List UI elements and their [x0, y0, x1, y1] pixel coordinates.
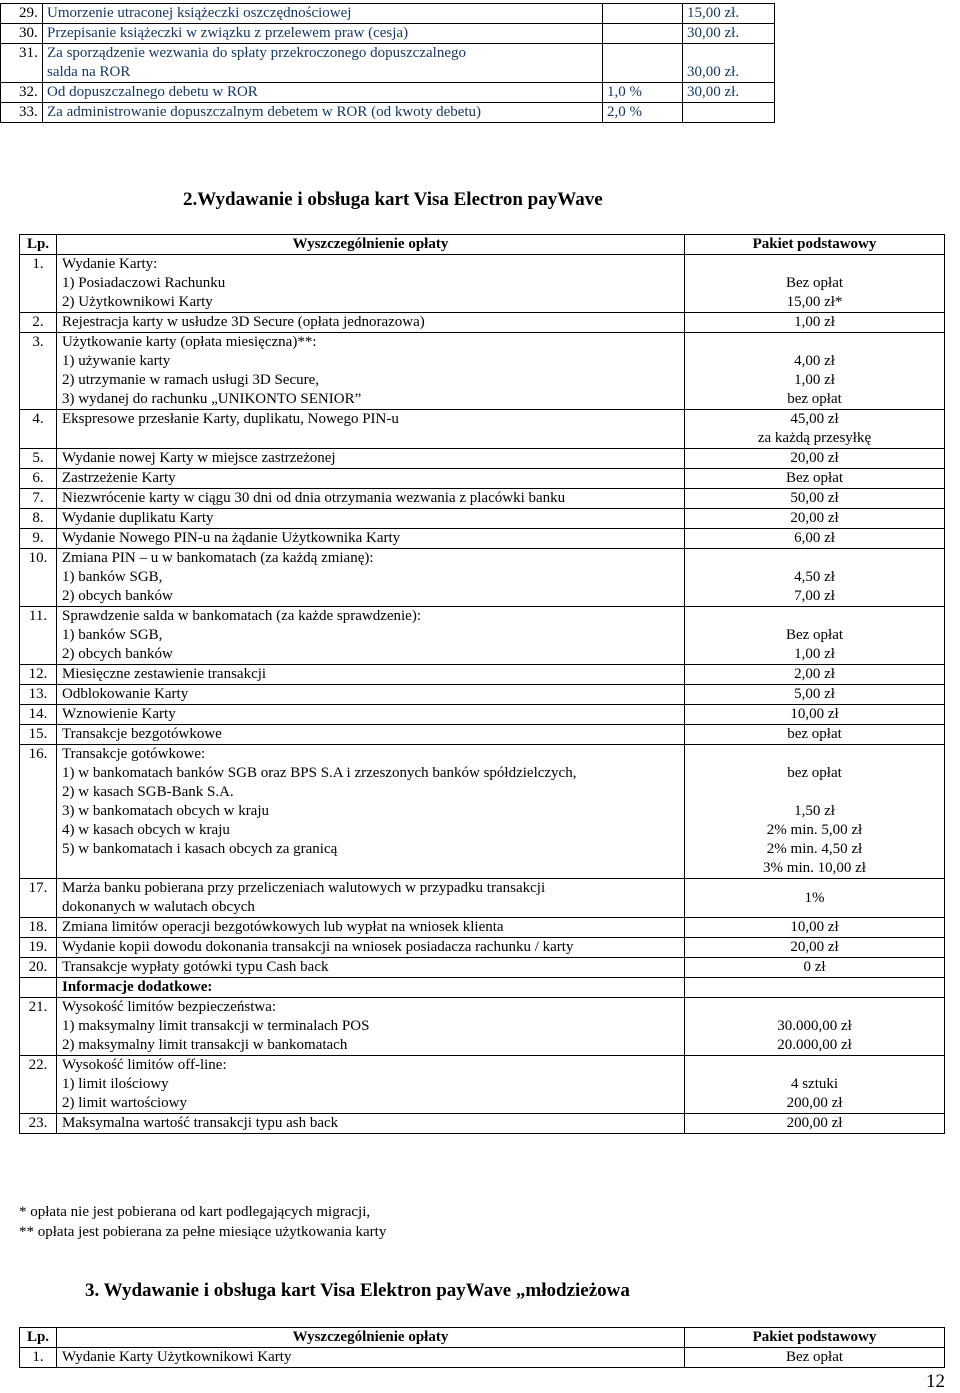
- table-row: [20, 1348, 945, 1368]
- row-value-line: 200,00 zł: [786, 1115, 843, 1131]
- row-value: [685, 745, 945, 879]
- row-value-line: 20,00 zł: [790, 510, 839, 526]
- row-description-line: Wznowienie Karty: [62, 706, 176, 722]
- row-value-line: 1,00 zł: [794, 372, 835, 388]
- row-description: [43, 83, 603, 103]
- row-value-line: 20,00 zł: [790, 450, 839, 466]
- row-description-line: 1) banków SGB,: [62, 569, 163, 585]
- row-value: Bez opłat: [685, 1348, 945, 1368]
- row-description-line: Umorzenie utraconej książeczki oszczędnościowej: [47, 5, 352, 21]
- row-value: [685, 958, 945, 978]
- table-row: [1, 44, 775, 83]
- row-description-line: Informacje dodatkowe:: [62, 979, 213, 995]
- table-row: [20, 410, 945, 449]
- table-row: [20, 509, 945, 529]
- table-row: [20, 607, 945, 665]
- row-description-line: Odblokowanie Karty: [62, 686, 189, 702]
- row-value-line: 4 sztuki: [790, 1076, 839, 1092]
- row-number: 7.: [20, 489, 57, 509]
- row-description: [57, 509, 685, 529]
- row-value: [685, 1056, 945, 1114]
- row-value: [685, 978, 945, 998]
- row-description-line: 2) obcych banków: [62, 588, 173, 604]
- row-value-line: 2% min. 4,50 zł: [766, 841, 863, 857]
- row-value: [685, 1114, 945, 1134]
- row-value: [685, 469, 945, 489]
- table-row: [20, 918, 945, 938]
- table-row: [20, 705, 945, 725]
- row-description-line: Transakcje gotówkowe:: [62, 746, 206, 762]
- row-value-line: 2,00 zł: [794, 666, 835, 682]
- row-description: [57, 607, 685, 665]
- row-description: [57, 489, 685, 509]
- row-description: [57, 549, 685, 607]
- row-number: 4.: [20, 410, 57, 449]
- header-lp: Lp.: [20, 1328, 57, 1348]
- row-value-line: 10,00 zł: [790, 919, 839, 935]
- table-row: [20, 665, 945, 685]
- row-description-line: 1) Posiadaczowi Rachunku: [62, 275, 226, 291]
- row-value-line: 5,00 zł: [794, 686, 835, 702]
- row-number: 30.: [1, 24, 43, 44]
- table-row: [20, 958, 945, 978]
- row-number: 23.: [20, 1114, 57, 1134]
- row-value: [685, 489, 945, 509]
- table-row: [20, 489, 945, 509]
- row-number: 29.: [1, 4, 43, 24]
- row-description: [43, 24, 603, 44]
- row-value: [685, 918, 945, 938]
- row-value-line: bez opłat: [787, 391, 842, 407]
- row-number: 33.: [1, 103, 43, 123]
- row-value: [685, 529, 945, 549]
- row-number: 12.: [20, 665, 57, 685]
- row-description: [57, 685, 685, 705]
- row-amount: 15,00 zł.: [683, 4, 775, 24]
- table-header: [20, 235, 945, 255]
- row-value-line: Bez opłat: [785, 627, 844, 643]
- table-row: [1, 4, 775, 24]
- row-value-line: [685, 783, 944, 802]
- row-description-line: Wydanie Karty:: [62, 256, 158, 272]
- row-description: [57, 745, 685, 879]
- row-description-line: Przepisanie książeczki w związku z przelewem praw (cesja): [47, 25, 409, 41]
- row-value: [685, 449, 945, 469]
- row-rate: 2,0 %: [603, 103, 683, 123]
- row-value-line: 2% min. 5,00 zł: [766, 822, 863, 838]
- youth-card-fee-table: [19, 1327, 945, 1368]
- row-description: [43, 4, 603, 24]
- row-description: [57, 449, 685, 469]
- row-value-line: 6,00 zł: [794, 530, 835, 546]
- row-description: [57, 725, 685, 745]
- row-description-line: Zastrzeżenie Karty: [62, 470, 176, 486]
- row-description-line: Wydanie kopii dowodu dokonania transakcji na wniosek posiadacza rachunku / karty: [62, 939, 574, 955]
- table-row: [20, 998, 945, 1056]
- row-value: [685, 685, 945, 705]
- row-value-line: 1,00 zł: [794, 314, 835, 330]
- row-description: [57, 978, 685, 998]
- row-value-line: 7,00 zł: [794, 588, 835, 604]
- row-description-line: 2) limit wartościowy: [62, 1095, 187, 1111]
- row-value-line: [685, 607, 944, 626]
- row-number: 1.: [20, 255, 57, 313]
- row-value-line: 4,00 zł: [794, 353, 835, 369]
- table-row: [20, 313, 945, 333]
- row-description-line: Wydanie Nowego PIN-u na żądanie Użytkownika Karty: [62, 530, 401, 546]
- row-number: 20.: [20, 958, 57, 978]
- row-number: 1.: [20, 1348, 57, 1368]
- row-number: 15.: [20, 725, 57, 745]
- table-row: [20, 685, 945, 705]
- table-row: [20, 469, 945, 489]
- table-row: [20, 938, 945, 958]
- row-description-line: 5) w bankomatach i kasach obcych za granicą: [62, 841, 338, 857]
- row-rate: [603, 44, 683, 83]
- row-amount: 30,00 zł.: [683, 83, 775, 103]
- row-value: [685, 607, 945, 665]
- row-description-line: Rejestracja karty w usłudze 3D Secure (opłata jednorazowa): [62, 314, 425, 330]
- row-description-line: 1) banków SGB,: [62, 627, 163, 643]
- footnote-2: ** opłata jest pobierana za pełne miesiące użytkowania karty: [19, 1224, 387, 1240]
- row-number: 6.: [20, 469, 57, 489]
- row-description: [57, 665, 685, 685]
- table-row: [20, 1114, 945, 1134]
- table-row: [20, 449, 945, 469]
- table-row: [20, 333, 945, 410]
- row-number: 22.: [20, 1056, 57, 1114]
- row-number: 13.: [20, 685, 57, 705]
- row-description: [57, 938, 685, 958]
- row-number: 17.: [20, 879, 57, 918]
- row-description: [57, 958, 685, 978]
- row-value: [685, 665, 945, 685]
- row-value: [685, 725, 945, 745]
- row-description-line: 3) w bankomatach obcych w kraju: [62, 803, 270, 819]
- row-description: [43, 103, 603, 123]
- row-description-line: Za sporządzenie wezwania do spłaty przekroczonego dopuszczalnego: [47, 45, 466, 61]
- row-description-line: Zmiana PIN – u w bankomatach (za każdą zmianę):: [62, 550, 374, 566]
- footnote-1: * opłata nie jest pobierana od kart podlegających migracji,: [19, 1204, 371, 1220]
- row-value-line: [685, 745, 944, 764]
- row-description-line: Niezwrócenie karty w ciągu 30 dni od dnia otrzymania wezwania z placówki banku: [62, 490, 566, 506]
- row-value-line: bez opłat: [787, 765, 842, 781]
- row-description-line: 2) utrzymanie w ramach usługi 3D Secure,: [62, 372, 319, 388]
- row-description-line: [62, 429, 680, 448]
- table-row: [20, 978, 945, 998]
- row-description-line: 2) obcych banków: [62, 646, 173, 662]
- row-description-line: 1) w bankomatach banków SGB oraz BPS S.A i zrzeszonych banków spółdzielczych,: [62, 765, 577, 781]
- row-number: 14.: [20, 705, 57, 725]
- row-value-line: 3% min. 10,00 zł: [763, 860, 866, 876]
- row-description: [57, 1056, 685, 1114]
- row-value-line: 30.000,00 zł: [777, 1018, 852, 1034]
- table-header: [20, 1328, 945, 1348]
- header-pkg: Pakiet podstawowy: [685, 235, 945, 255]
- row-number: 11.: [20, 607, 57, 665]
- row-number: 21.: [20, 998, 57, 1056]
- row-description: [57, 410, 685, 449]
- row-number: 5.: [20, 449, 57, 469]
- card-fee-table: [19, 234, 945, 1134]
- row-description-line: dokonanych w walutach obcych: [62, 899, 255, 915]
- row-description-line: Marża banku pobierana przy przeliczeniach walutowych w przypadku transakcji: [62, 880, 546, 896]
- header-desc: Wyszczególnienie opłaty: [57, 1328, 685, 1348]
- row-description: [57, 255, 685, 313]
- section-2-title: 2.Wydawanie i obsługa kart Visa Electron payWave: [183, 189, 603, 210]
- row-description-line: 2) Użytkownikowi Karty: [62, 294, 213, 310]
- row-description: [57, 705, 685, 725]
- row-value-line: za każdą przesyłkę: [757, 430, 872, 446]
- row-number: 18.: [20, 918, 57, 938]
- row-description-line: 4) w kasach obcych w kraju: [62, 822, 230, 838]
- row-value-line: [685, 998, 944, 1017]
- row-value-line: 1,50 zł: [794, 803, 835, 819]
- row-value-line: 1%: [804, 889, 825, 906]
- row-rate: [603, 24, 683, 44]
- row-description: [57, 529, 685, 549]
- row-value-line: 10,00 zł: [790, 706, 839, 722]
- row-value: [685, 938, 945, 958]
- row-amount: 30,00 zł.: [683, 44, 775, 83]
- table-row: [20, 1056, 945, 1114]
- row-value-line: [685, 549, 944, 568]
- row-description: [57, 998, 685, 1056]
- row-value-line: 0 zł: [803, 959, 826, 975]
- row-description-line: Użytkowanie karty (opłata miesięczna)**:: [62, 334, 317, 350]
- table-row: [20, 529, 945, 549]
- row-description-line: 1) używanie karty: [62, 353, 171, 369]
- row-value: [685, 509, 945, 529]
- row-value: [685, 549, 945, 607]
- row-value-line: Bez opłat: [785, 275, 844, 291]
- row-number: 9.: [20, 529, 57, 549]
- row-description-line: 1) limit ilościowy: [62, 1076, 169, 1092]
- row-value: [685, 313, 945, 333]
- row-value: [685, 998, 945, 1056]
- row-description-line: [62, 859, 680, 878]
- table-row: [1, 24, 775, 44]
- header-desc: Wyszczególnienie opłaty: [57, 235, 685, 255]
- row-value-line: [685, 1056, 944, 1075]
- row-number: 19.: [20, 938, 57, 958]
- row-number: [20, 978, 57, 998]
- row-description: [57, 469, 685, 489]
- table-row: [1, 83, 775, 103]
- section-3-title: 3. Wydawanie i obsługa kart Visa Elektron payWave „młodzieżowa: [85, 1280, 630, 1301]
- row-description-line: Miesięczne zestawienie transakcji: [62, 666, 267, 682]
- row-value-line: [685, 255, 944, 274]
- row-value-line: 200,00 zł: [786, 1095, 843, 1111]
- row-description-line: Maksymalna wartość transakcji typu ash back: [62, 1115, 339, 1131]
- row-value-line: [685, 333, 944, 352]
- row-number: 10.: [20, 549, 57, 607]
- row-value: [685, 333, 945, 410]
- row-description-line: 1) maksymalny limit transakcji w terminalach POS: [62, 1018, 370, 1034]
- row-description: [57, 918, 685, 938]
- row-number: 16.: [20, 745, 57, 879]
- row-description: [57, 333, 685, 410]
- row-description-line: Wysokość limitów bezpieczeństwa:: [62, 999, 277, 1015]
- header-pkg: Pakiet podstawowy: [685, 1328, 945, 1348]
- row-description-line: Transakcje wypłaty gotówki typu Cash back: [62, 959, 329, 975]
- row-description-line: salda na ROR: [47, 64, 131, 80]
- row-value-line: bez opłat: [787, 726, 842, 742]
- row-description-line: 2) maksymalny limit transakcji w bankomatach: [62, 1037, 348, 1053]
- row-rate: 1,0 %: [603, 83, 683, 103]
- row-description-line: Ekspresowe przesłanie Karty, duplikatu, Nowego PIN-u: [62, 411, 399, 427]
- row-description: [57, 313, 685, 333]
- row-amount: 30,00 zł.: [683, 24, 775, 44]
- header-lp: Lp.: [20, 235, 57, 255]
- row-amount: [683, 103, 775, 123]
- row-description-line: Za administrowanie dopuszczalnym debetem w ROR (od kwoty debetu): [47, 104, 482, 120]
- row-number: 3.: [20, 333, 57, 410]
- row-description-line: 3) wydanej do rachunku „UNIKONTO SENIOR”: [62, 391, 362, 407]
- row-description-line: 2) w kasach SGB-Bank S.A.: [62, 784, 234, 800]
- row-description: [43, 44, 603, 83]
- row-value-line: 45,00 zł: [790, 411, 839, 427]
- row-description-line: Sprawdzenie salda w bankomatach (za każde sprawdzenie):: [62, 608, 421, 624]
- table-row: [20, 745, 945, 879]
- row-description-line: Od dopuszczalnego debetu w ROR: [47, 84, 258, 100]
- row-value-line: [685, 978, 944, 997]
- row-description: [57, 879, 685, 918]
- row-number: 2.: [20, 313, 57, 333]
- row-description: Wydanie Karty Użytkownikowi Karty: [57, 1348, 685, 1368]
- page-number: 12: [926, 1371, 945, 1392]
- table-row: [20, 725, 945, 745]
- row-description-line: Zmiana limitów operacji bezgotówkowych lub wypłat na wniosek klienta: [62, 919, 504, 935]
- row-description: [57, 1114, 685, 1134]
- row-value-line: 20.000,00 zł: [777, 1037, 852, 1053]
- table-row: [1, 103, 775, 123]
- row-value: [685, 255, 945, 313]
- row-value-line: 50,00 zł: [790, 490, 839, 506]
- top-fee-table: [0, 3, 775, 123]
- row-rate: [603, 4, 683, 24]
- row-value: [685, 410, 945, 449]
- table-row: [20, 549, 945, 607]
- row-description-line: Transakcje bezgotówkowe: [62, 726, 222, 742]
- table-row: [20, 879, 945, 918]
- row-value: [685, 705, 945, 725]
- row-number: 8.: [20, 509, 57, 529]
- row-number: 31.: [1, 44, 43, 83]
- row-description-line: Wydanie nowej Karty w miejsce zastrzeżonej: [62, 450, 336, 466]
- row-description-line: Wydanie duplikatu Karty: [62, 510, 214, 526]
- row-value-line: 20,00 zł: [790, 939, 839, 955]
- row-value-line: Bez opłat: [785, 470, 844, 486]
- row-value-line: 15,00 zł*: [786, 294, 843, 310]
- row-value: [685, 879, 945, 918]
- row-value-line: 4,50 zł: [794, 569, 835, 585]
- row-description-line: Wysokość limitów off-line:: [62, 1057, 227, 1073]
- row-value-line: 1,00 zł: [794, 646, 835, 662]
- row-number: 32.: [1, 83, 43, 103]
- table-row: [20, 255, 945, 313]
